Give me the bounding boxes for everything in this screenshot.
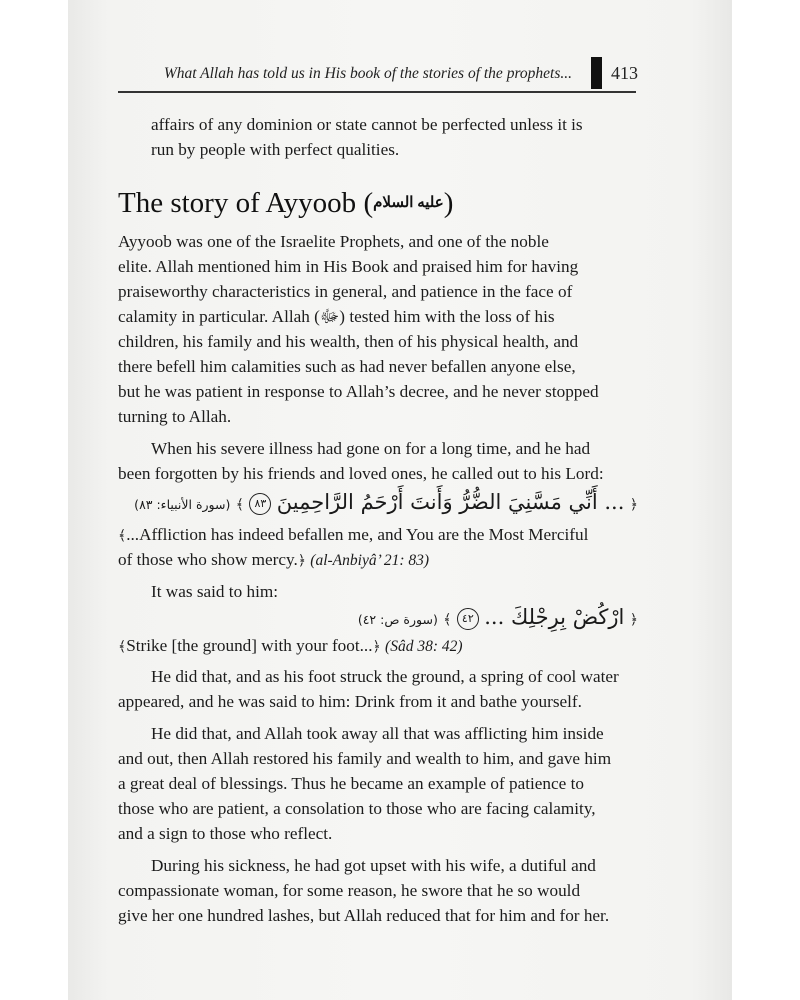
- p4-line: He did that, and as his foot struck the ground, a spring of cool water: [151, 667, 619, 686]
- header-rule: [118, 91, 636, 93]
- translation-text: ...Affliction has indeed befallen me, and You are the Most Merciful: [126, 525, 589, 544]
- p1-line: elite. Allah mentioned him in His Book and praised him for having: [118, 257, 579, 276]
- p1-line: children, his family and his wealth, then of his physical health, and: [118, 332, 579, 351]
- ornate-bracket-close: ﴾: [443, 612, 452, 628]
- p6-line: compassionate woman, for some reason, he swore that he so would: [118, 881, 581, 900]
- p5-line: a great deal of blessings. Thus he became an example of patience to: [118, 774, 584, 793]
- p2-line: been forgotten by his friends and loved ones, he called out to his Lord:: [118, 464, 604, 483]
- title-bracket-close: ): [443, 187, 454, 219]
- ornate-bracket-open: ﴾: [118, 640, 127, 655]
- p2-line: When his severe illness had gone on for a long time, and he had: [151, 439, 591, 458]
- verse-number-badge: ٨٣: [249, 493, 271, 515]
- ornate-bracket-open: ﴿: [629, 497, 638, 513]
- p4-line: appeared, and he was said to him: Drink from it and bathe yourself.: [118, 692, 582, 711]
- p6-line: give her one hundred lashes, but Allah reduced that for him and for her.: [118, 906, 610, 925]
- header-marker-bar: [591, 57, 602, 89]
- translation-text: Strike [the ground] with your foot...: [126, 636, 373, 655]
- p1-line: Ayyoob was one of the Israelite Prophets, and one of the noble: [118, 232, 549, 251]
- quran-quote-1: [118, 489, 638, 518]
- p1-line: there befell him calamities such as had never befallen anyone else,: [118, 357, 576, 376]
- honorific-glyph: عليه السلام: [373, 195, 444, 211]
- translation-line: [118, 547, 638, 574]
- translation-text: of those who show mercy.: [118, 550, 298, 569]
- page-number: 413: [611, 63, 638, 83]
- story-title: [118, 186, 638, 225]
- arabic-surah-reference: (سورة الأنبياء: ٨٣): [134, 497, 231, 512]
- translation-2: [118, 633, 638, 660]
- p1-line: but he was patient in response to Allah’s decree, and he never stopped: [118, 382, 599, 401]
- verse-number-badge: ٤٢: [457, 608, 479, 630]
- quran-quote-2: [118, 604, 638, 633]
- p1-line: calamity in particular. Allah (ﷻ) tested him with the loss of his: [118, 307, 555, 326]
- p5-line: and a sign to those who reflect.: [118, 824, 333, 843]
- intro-line-1: affairs of any dominion or state cannot be perfected unless it is: [151, 115, 583, 134]
- p1-line: turning to Allah.: [118, 407, 232, 426]
- ornate-bracket-close: ﴿: [372, 640, 381, 655]
- ornate-bracket-close: ﴾: [235, 497, 244, 513]
- running-head: What Allah has told us in His book of the stories of the prophets...: [163, 65, 572, 82]
- arabic-verse: ارْكُضْ بِرِجْلِكَ ...: [484, 605, 625, 629]
- arabic-surah-reference: (سورة ص: ٤٢): [357, 612, 438, 627]
- ornate-bracket-close: ﴿: [297, 554, 306, 569]
- story-title-text: The story of Ayyoob: [118, 187, 357, 219]
- paragraph-3: It was said to him:: [151, 582, 278, 601]
- p5-line: those who are patient, a consolation to those who are facing calamity,: [118, 799, 596, 818]
- p5-line: He did that, and Allah took away all that was afflicting him inside: [151, 724, 604, 743]
- translation-line: [118, 522, 638, 549]
- ornate-bracket-open: ﴿: [629, 612, 638, 628]
- p5-line: and out, then Allah restored his family and wealth to him, and gave him: [118, 749, 612, 768]
- citation: (al-Anbiyâ’ 21: 83): [310, 552, 430, 569]
- page-header: [118, 63, 638, 87]
- p6-line: During his sickness, he had got upset with his wife, a dutiful and: [151, 856, 596, 875]
- ornate-bracket-open: ﴾: [118, 529, 127, 544]
- arabic-verse: ... أَنِّي مَسَّنِيَ الضُّرُّ وَأَنتَ أَرْحَمُ الرَّاحِمِينَ: [276, 490, 625, 514]
- title-bracket-open: (: [363, 187, 374, 219]
- intro-line-2: run by people with perfect qualities.: [151, 140, 400, 159]
- p1-line: praiseworthy characteristics in general, and patience in the face of: [118, 282, 573, 301]
- citation: (Sâd 38: 42): [385, 638, 463, 655]
